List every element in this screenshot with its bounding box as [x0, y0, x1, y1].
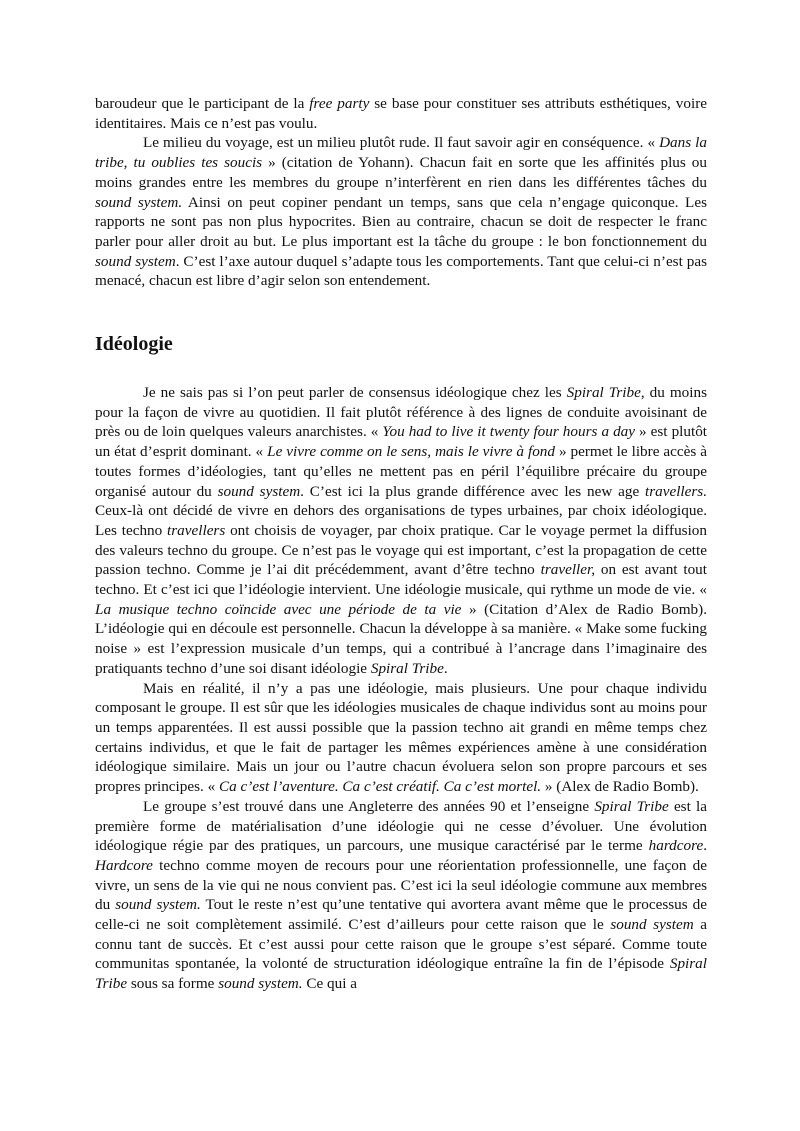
italic-text-run: traveller, — [540, 561, 596, 579]
italic-text-run: sound system. — [95, 193, 183, 211]
text-run: Le groupe s’est trouvé dans une Angleterre des années 90 et l’enseigne — [143, 797, 595, 815]
text-run: Ceux-là ont décidé de vivre en dehors des organisations de types urbaines, par choix idéologique. Les techno — [95, 502, 707, 539]
text-run: techno comme moyen de recours pour une réorientation professionnelle, une façon de vivre, un sens de la vie qui ne nous convient pas. C’est ici la seul idéologie commune aux membres du — [95, 856, 707, 914]
text-run: Ce qui a — [302, 975, 357, 993]
text-run: on est avant tout techno. Et c’est ici que l’idéologie intervient. Une idéologie musicale, qui rythme un mode de vie. « — [95, 561, 707, 599]
text-run: est la première forme de matérialisation d’une idéologie qui ne cesse d’évoluer. Une évolution idéologique régie par des pratiques, un parcours, une musique caractérisé par le terme — [95, 797, 707, 855]
text-run: . C’est l’axe autour duquel s’adapte tous les comportements. Tant que celui-ci n’est pas menacé, chacun est libre d’agir selon son entendement. — [95, 252, 707, 290]
text-run: . — [703, 837, 707, 855]
text-run: » (Alex de Radio Bomb). — [541, 778, 699, 796]
text-run: Mais en réalité, il n’y a pas une idéologie, mais plusieurs. Une pour chaque individu composant le groupe. Il est sûr que les idéologies musicales de chaque individus sont au moins pour un temps apparentées. Il est aussi possible que la passion techno ait grandi en même temps chez certains individus, et que le fait de partager les mêmes expériences amène à une considération idéologique similaire. Mais un jour ou l’autre chacun évoluera selon son propre parcours et ses propres principes. « — [95, 679, 707, 796]
paragraph-group-history — [95, 797, 707, 994]
italic-text-run: Le vivre comme on le sens, mais le vivre à fond — [267, 443, 555, 461]
text-run: Tout le reste n’est qu’une tentative qui avortera avant même que le processus de celle-ci ne soit complètement assimilé. C’est d’ailleurs pour cette raison que le — [95, 896, 708, 934]
text-run: » (citation de Yohann). Chacun fait en sorte que les affinités plus ou moins grandes entre les membres du groupe n’interfèrent en rien dans les différentes tâches du — [95, 154, 707, 191]
italic-text-run: free party — [309, 95, 370, 112]
text-run: Je ne sais pas si l’on peut parler de consensus idéologique chez les — [143, 384, 567, 402]
text-run: sous sa forme — [127, 975, 219, 993]
text-run: Le milieu du voyage, est un milieu plutôt rude. Il faut savoir agir en conséquence. « — [143, 134, 660, 152]
paragraph-travel-milieu — [95, 133, 707, 291]
italic-text-run: Ca c’est l’aventure. Ca c’est créatif. Ca c’est mortel. — [219, 778, 542, 796]
text-run: » permet le libre accès à toutes formes d’idéologies, tant qu’elles ne mettent pas en péril l’équilibre précaire du groupe organisé autour du — [95, 443, 708, 500]
paragraph-ideology-consensus — [95, 383, 707, 679]
text-run: . — [443, 659, 448, 677]
italic-text-run: Hardcore — [95, 856, 153, 874]
italic-text-run: Dans la tribe, tu oublies tes soucis — [95, 134, 707, 172]
italic-text-run: travellers. — [645, 482, 708, 500]
italic-text-run: Spiral Tribe — [594, 797, 669, 815]
italic-text-run: sound system — [217, 482, 301, 500]
paragraph-continuation — [95, 94, 707, 133]
italic-text-run: You had to live it twenty four hours a day — [382, 423, 635, 441]
italic-text-run: La musique techno coïncide avec une période de ta vie — [95, 600, 462, 618]
italic-text-run: Spiral Tribe — [95, 955, 707, 993]
text-run: ont choisis de voyager, par choix pratique. Car le voyage permet la diffusion des valeurs techno du groupe. Ce n’est pas le voyage qui est important, c’est la propagation de cette passion techno. Comme je l’ai dit précédemment, avant d’être techno — [95, 521, 707, 579]
italic-text-run: sound system — [610, 916, 694, 934]
text-run: , du moins pour la façon de vivre au quotidien. Il fait plutôt référence à des lignes de conduite avoisinant de près ou de loin quelques valeurs anarchistes. « — [95, 384, 707, 441]
text-run: » est plutôt un état d’esprit dominant. « — [95, 423, 708, 461]
text-run: se base pour constituer ses attributs esthétiques, voire identitaires. Mais ce n’est pas voulu. — [95, 95, 707, 132]
italic-text-run: Spiral Tribe — [566, 384, 641, 402]
italic-text-run: sound system. — [115, 896, 201, 914]
text-run: baroudeur que le participant de la — [95, 95, 310, 112]
document-page — [95, 94, 707, 994]
paragraph-multiple-ideologies — [95, 679, 707, 797]
italic-text-run: travellers — [167, 521, 226, 539]
text-run: » (Citation d’Alex de Radio Bomb). L’idéologie qui en découle est personnelle. Chacun la développe à sa manière. « Make some fucking noise » est l’expression musicale d’un temps, qui a contribué à l’ancrage dans l’imaginaire des pratiquants techno d’une soi disant idéologie — [95, 600, 708, 677]
italic-text-run: hardcore — [648, 837, 704, 855]
text-run: a connu tant de succès. Et c’est aussi pour cette raison que le groupe s’est séparé. Comme toute communitas spontanée, la volonté de structuration idéologique entraîne la fin de l’épisode — [95, 916, 707, 973]
italic-text-run: sound system — [95, 252, 176, 270]
section-heading: Idéologie — [95, 333, 173, 356]
italic-text-run: sound system. — [218, 975, 303, 993]
text-run: . C’est ici la plus grande différence avec les new age — [300, 482, 645, 500]
text-run: Ainsi on peut copiner pendant un temps, sans que cela n’engage quiconque. Les rapports ne sont pas non plus hypocrites. Bien au contraire, chacun se doit de respecter le franc parler pour aller droit au but. Le plus important est la tâche du groupe : le bon fonctionnement du — [95, 193, 707, 250]
italic-text-run: Spiral Tribe — [370, 659, 444, 677]
